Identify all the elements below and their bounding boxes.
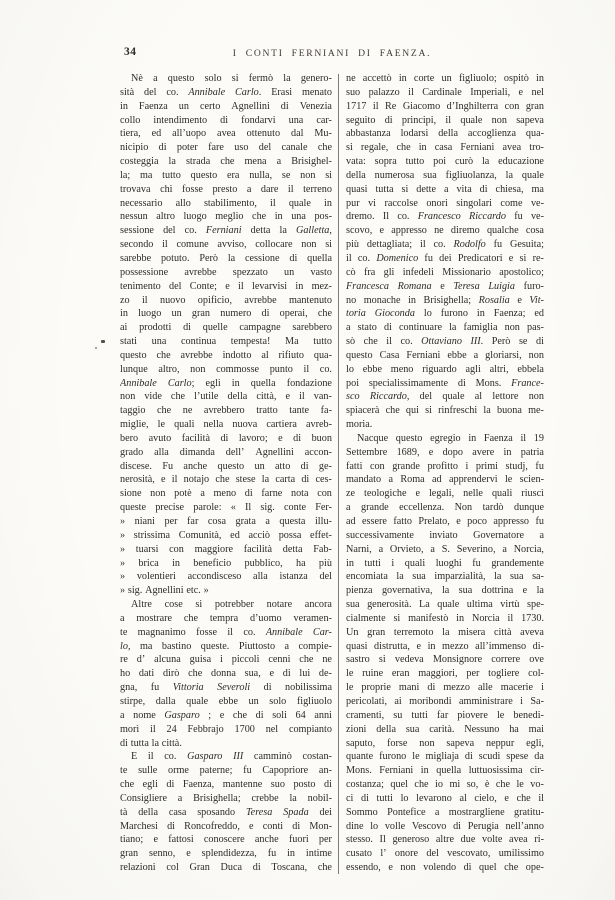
text-line: zo il nuovo opificio, avrebbe mantenuto [120, 294, 332, 306]
text-line: vata: sopra tutto poi curò la educazione [346, 156, 544, 168]
right-column [346, 72, 544, 875]
text-line: nicipio di poter fare uso del canale che [120, 142, 332, 154]
text-line: di tutta la città. [120, 737, 182, 749]
text-line: sessione del co. Ferniani detta la Galletta, [120, 225, 332, 237]
text-line: 1717 il Re Giacomo d’Inghilterra con gran [346, 100, 544, 112]
text-line: lo ebbe meno riguardo agli altri, ebbela [346, 363, 544, 375]
text-line: più dettagliata; il co. Rodolfo fu Gesuita; [346, 239, 544, 251]
text-line: relazioni col Gran Duca di Toscana, che [120, 862, 332, 874]
text-line: Francesca Romana e Teresa Luigia furo- [346, 280, 544, 292]
text-line: » volentieri accondisceso alla istanza del [120, 571, 332, 583]
text-line: a stato di continuare la famiglia non pas- [346, 322, 544, 334]
text-line: ne accettò in corte un figliuolo; ospitò in [346, 73, 544, 84]
text-line: sarebbe potuto. Però la cessione di quella [120, 252, 332, 264]
text-line: grado alla dimanda dell’ Agnellini accon- [120, 446, 332, 458]
text-line: essendo, e non volendo di quel che ope- [346, 862, 544, 874]
text-line: te magnanimo fosse il co. Annibale Car- [120, 626, 332, 638]
text-line: Settembre 1689, e dopo avere in patria [346, 446, 544, 458]
text-line: sastro si vedeva Monsignore correre ove [346, 654, 544, 666]
text-line: in tutti i quali luoghi fu grandemente [346, 557, 544, 569]
text-line: ho dati dirò che donna sua, e di lui de- [120, 668, 332, 680]
text-line: Marchesi di Roncofreddo, e conti di Mon- [120, 820, 332, 832]
text-line: Mons. Ferniani in quella luttuosissima cir- [346, 765, 544, 777]
text-line: ad essere fatto Prelato, e poco appresso fu [346, 516, 544, 527]
text-line: sua generosità. La quale ultima virtù spe- [346, 599, 544, 611]
text-line: morì il 24 Febbrajo 1700 nel compianto [120, 723, 332, 735]
text-line: questo Casa Ferniani ebbe a gloriarsi, non [346, 349, 544, 361]
text-line: cramenti, su tutti far piovere le benedi- [346, 709, 544, 721]
page-number: 34 [124, 46, 137, 58]
text-line: ci di tutti lo levarono al cielo, e che il [346, 792, 544, 804]
text-line: seguito di principi, il quale non sapeva [346, 114, 544, 126]
text-line: lo, ma bastino queste. Piuttosto a compie- [120, 640, 332, 652]
text-line: mandato a Roma ad apprendervi le scien- [346, 474, 544, 486]
text-line: no monache in Brisighella; Rosalia e Vit- [346, 294, 544, 306]
text-line: sco Riccardo, del quale al lettore non [346, 391, 544, 403]
text-line: quasi distrutta, e in mezzo all’immenso di- [346, 640, 544, 652]
text-line: costanza; quel che io mi so, è che le vo- [346, 779, 544, 791]
text-line: stati una continua tempesta! Ma tutto [120, 336, 332, 348]
text-line: queste precise parole: « Il sig. conte Fer- [120, 502, 332, 514]
text-line: » strissima Comunità, ed acciò possa effet- [120, 529, 332, 541]
text-line: fatti con grande profitto i primi studj, fu [346, 460, 544, 472]
text-line: in Faenza un certo Agnellini di Venezia [120, 100, 332, 112]
text-line: » brica in beneficio pubblico, ha più [120, 557, 332, 569]
text-line: nessun altro luogo meglio che in una pos- [120, 211, 332, 223]
text-line: Annibale Carlo; egli in quella fondazione [120, 377, 332, 389]
text-line: trovava chi fosse presto a dare il terreno [120, 183, 332, 195]
text-line: » tuarsi con maggiore facilità detta Fab- [120, 543, 332, 555]
text-line: quasi tutta si dette a vita di chiesa, ma [346, 183, 544, 195]
text-line: pienza governativa, la sua dottrina e la [346, 585, 544, 597]
left-column [120, 72, 332, 875]
text-line: Consigliere a Brisighella; crebbe la nobil- [120, 792, 332, 804]
text-line: a grande eccellenza. Non tardò dunque [346, 502, 544, 514]
text-line: re d’ alcuna guisa i piccoli cenni che ne [120, 654, 332, 666]
text-line: secondo il comune avviso, collocare non si [120, 239, 332, 251]
text-line: il co. Domenico fu dei Predicatori e si re- [346, 252, 544, 264]
text-line: questo che avrebbe indotto al rifiuto qua- [120, 349, 332, 361]
text-line: non vide che l’utile della città, e il van- [120, 391, 332, 403]
text-line: gna, fu Vittoria Severoli di nobilissima [120, 682, 332, 694]
text-line: le proprie mani di mezzo alle macerie i [346, 682, 544, 694]
text-line: E il co. Gasparo III camminò costan- [131, 751, 332, 763]
text-line: cusato l’ onore del vescovato, umilissimo [346, 848, 544, 860]
text-line: saputo, forse non sapeva neppur egli, [346, 737, 544, 749]
text-line: Un gran terremoto la misera città aveva [346, 626, 544, 638]
text-line: quante furono le migliaja di scudi spese da [346, 751, 544, 763]
text-line: poi specialissimamente di Mons. France- [346, 377, 544, 389]
text-line: si regale, che in casa Ferniani avea tro- [346, 142, 544, 154]
text-line: suo palazzo il Cardinale Imperiali, e nel [346, 86, 544, 98]
text-line: necessario allo stabilimento, il quale in [120, 197, 332, 209]
text-line: sità del co. Annibale Carlo. Erasi menato [120, 86, 332, 98]
text-line: stirpe, dalla quale ebbe un solo figliuolo [120, 695, 332, 707]
text-line: gran senno, e splendidezza, fu in intime [120, 848, 332, 860]
text-line: miglie, le quali nella nuova cartiera avreb- [120, 419, 332, 431]
text-line: abbastanza lodarsi della accoglienza qua- [346, 128, 544, 140]
text-line: della numerosa sua figliuolanza, la quale [346, 169, 544, 181]
text-line: ze teologiche e legali, nelle quali riuscì [346, 488, 544, 500]
ink-speck-small [95, 347, 97, 349]
text-line: nerosità, e il notajo che stese la carta di ces- [120, 474, 332, 486]
text-line: moria. [346, 419, 373, 431]
text-line: tiera, ed all’uopo avea ottenuto dal Mu- [120, 128, 332, 140]
text-line: taggio che ne avrebbero tratto tante fa- [120, 405, 332, 417]
text-line: stesso. Il generoso altre due volte avea ri- [346, 834, 544, 846]
text-line: scovo, e appresso ne diremo qualche cosa [346, 225, 544, 237]
text-line: cò fra gli infedeli Missionario apostolico; [346, 266, 544, 278]
text-line: » sig. Agnellini etc. » [120, 585, 209, 597]
text-line: sione non potè a meno di farne nota con [120, 488, 332, 500]
text-line: costeggia la strada che mena a Brisighel- [120, 156, 332, 168]
text-line: collo intendimento di fondarvi una car- [120, 114, 332, 126]
text-line: che egli di Faenza, mantenne suo posto di [120, 779, 332, 791]
text-line: bero avuto facilità di lavoro; e di buon [120, 432, 332, 444]
text-line: tiano; e fattosi conoscere anche fuori per [120, 834, 332, 846]
text-line: le ruine eran maggiori, per togliere col- [346, 668, 544, 680]
text-line: lunque altro, non commosse punto il co. [120, 363, 332, 375]
text-line: in luogo un gran numero di operai, che [120, 308, 332, 320]
text-line: tà della casa sposando Teresa Spada dei [120, 806, 332, 818]
text-line: dremo. Il co. Francesco Riccardo fu ve- [346, 211, 544, 223]
text-line: a nome Gasparo ; e che di soli 64 anni [120, 709, 332, 721]
text-line: Nacque questo egregio in Faenza il 19 [357, 432, 544, 444]
text-line: cialmente si manifestò in Norcia il 1730. [346, 612, 544, 624]
text-columns [120, 72, 544, 875]
text-line: » niani per far cosa grata a questa illu- [120, 516, 332, 527]
text-line: a mostrare che tempra d’uomo veramen- [120, 612, 332, 624]
text-line: te sulle orme paterne; fu Capopriore an- [120, 765, 332, 777]
text-line: Altre cose si potrebber notare ancora [131, 599, 332, 611]
text-line: spiacerà che qui si rinfreschi la buona me- [346, 405, 544, 417]
text-line: ai prodotti di quelle campagne sarebbero [120, 322, 332, 334]
text-line: dine lo volle Vescovo di Perugia nell’anno [346, 820, 544, 832]
text-line: Narni, a Orvieto, a S. Severino, a Norcia, [346, 543, 544, 555]
text-line: la; ma tutto questo era nulla, se non si [120, 169, 332, 181]
text-line: possessione avrebbe spezzato un vasto [120, 266, 332, 278]
text-line: successivamente inviato Governatore a [346, 529, 544, 541]
text-line: zioni della sua carità. Nessuno ha mai [346, 723, 544, 735]
text-line: encomiata la sua imparzialità, la sua sa- [346, 571, 544, 583]
running-title: I CONTI FERNIANI DI FAENZA. [232, 48, 432, 59]
text-line: tenimento del Conte; e il levarvisi in mez- [120, 280, 332, 292]
text-line: Sommo Pontefice a mostrargliene gratitu- [346, 806, 544, 818]
text-line: Nè a questo solo si fermò la genero- [131, 73, 332, 84]
ink-speck [101, 340, 105, 343]
text-line: pur vi raccolse onori singolari come ve- [346, 197, 544, 209]
text-line: discese. Fu anche questo un atto di ge- [120, 460, 332, 472]
page-header [120, 46, 544, 66]
text-line: toria Gioconda lo furono in Faenza; ed [346, 308, 544, 320]
text-line: pericolati, ai moribondi amministrare i Sa- [346, 695, 544, 707]
text-line: sò che il co. Ottaviano III. Però se di [346, 336, 544, 348]
